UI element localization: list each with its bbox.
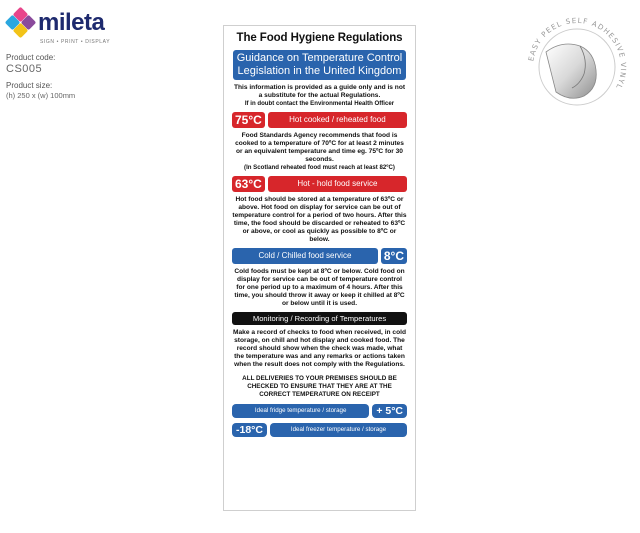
peel-sticker-icon <box>524 14 630 120</box>
fridge-temp-badge: + 5°C <box>372 404 407 418</box>
logo <box>6 8 116 38</box>
product-size-label: Product size: <box>6 81 53 90</box>
hot-hold-text: Hot food should be stored at a temperature of 63ºC or above. Hot food on display for service can be out of temperature control for a period of two hours. After this time, the food should be discarded or reheated to 63ºC or above, or cool as quickly as possible to 8ºC or below. <box>232 196 407 243</box>
freezer-label: Ideal freezer temperature / storage <box>270 423 407 437</box>
cold-label: Cold / Chilled food service <box>232 248 378 264</box>
temp-75-badge: 75°C <box>232 112 265 128</box>
hot-cooked-header <box>232 112 407 128</box>
fridge-row <box>232 404 407 418</box>
intro-contact: If in doubt contact the Environmental Health Officer <box>244 100 395 107</box>
freezer-temp-badge: -18°C <box>232 423 267 437</box>
cold-header <box>232 248 407 264</box>
cold-text: Cold foods must be kept at 8ºC or below. Cold food on display for service can be out of temperature control for one period up to a maximum of 4 hours. After this time, you should throw it away or keep it chilled at 8ºC or below until it is used. <box>234 268 405 307</box>
sign-title: The Food Hygiene Regulations <box>236 32 403 44</box>
monitoring-text: Make a record of checks to food when received, in cold storage, on chill and hot display and cooked food. The record should show when the check was made, what the temperature was and any remarks or actions taken when the result does not comply with the Regulations. <box>233 329 406 368</box>
temp-8-badge: 8°C <box>381 248 407 264</box>
brand-block <box>6 8 116 100</box>
food-hygiene-sign <box>223 25 416 511</box>
peel-sticker-badge <box>524 14 630 120</box>
logo-text: mileta <box>38 9 105 36</box>
logo-tagline: SIGN • PRINT • DISPLAY <box>40 39 111 45</box>
product-code: CS005 <box>6 63 43 75</box>
sticker-text: EASY PEEL SELF ADHESIVE VINYL <box>526 15 629 92</box>
product-code-label: Product code: <box>6 53 56 62</box>
mileta-logo-icon <box>6 8 36 38</box>
deliveries-notice: ALL DELIVERIES TO YOUR PREMISES SHOULD BE CHECKED TO ENSURE THAT THEY ARE AT THE CORRECT TEMPERATURE ON RECEIPT <box>242 375 397 398</box>
hot-hold-header <box>232 176 407 192</box>
hot-cooked-note: (In Scotland reheated food must reach at least 82ºC) <box>244 164 395 171</box>
hot-cooked-text: Food Standards Agency recommends that food is cooked to a temperature of 70ºC for at least 2 minutes or an equivalent temperature and time eg. 75ºC for 30 seconds. <box>235 132 404 163</box>
freezer-row <box>232 423 407 437</box>
hot-hold-label: Hot - hold food service <box>268 176 407 192</box>
guidance-banner: Guidance on Temperature Control Legislation in the United Kingdom <box>233 50 406 80</box>
monitoring-label: Monitoring / Recording of Temperatures <box>232 312 407 325</box>
hot-cooked-label: Hot cooked / reheated food <box>268 112 407 128</box>
intro-text: This information is provided as a guide only and is not a substitute for the actual Regulations. <box>233 84 406 99</box>
fridge-label: Ideal fridge temperature / storage <box>232 404 369 418</box>
temp-63-badge: 63°C <box>232 176 265 192</box>
product-size: (h) 250 x (w) 100mm <box>6 91 76 100</box>
